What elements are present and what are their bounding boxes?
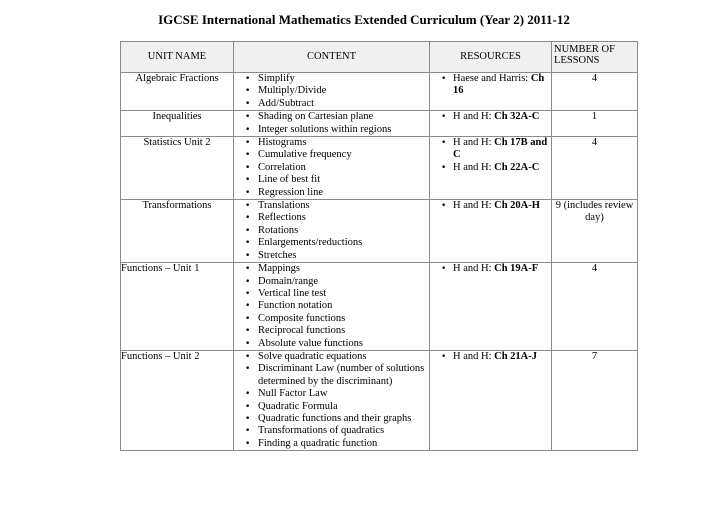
list-item: • Enlargements/reductions: [236, 237, 427, 249]
resource-source: H and H:: [453, 263, 495, 275]
list-item: • Simplify: [236, 73, 427, 85]
resources-list: [432, 111, 549, 123]
resource-chapter: Ch 32A-C: [494, 111, 540, 123]
resource-chapter: Ch 22A-C: [494, 161, 540, 173]
table-row: [121, 111, 638, 137]
lessons-count-cell: 4: [552, 137, 638, 200]
resource-source: H and H:: [453, 137, 495, 149]
resource-source: H and H:: [453, 350, 495, 362]
resources-list: [432, 263, 549, 275]
list-item: • Correlation: [236, 162, 427, 174]
list-item: • Shading on Cartesian plane: [236, 111, 427, 123]
list-item: • Finding a quadratic function: [236, 438, 427, 450]
list-item: • Domain/range: [236, 276, 427, 288]
resources-cell: [430, 111, 552, 137]
list-item: • Integer solutions within regions: [236, 124, 427, 136]
header-number-of-lessons: NUMBER OF LESSONS: [552, 42, 638, 73]
resource-chapter: Ch 17B and C: [453, 137, 548, 161]
list-item: • Add/Subtract: [236, 98, 427, 110]
unit-name-cell: Functions – Unit 1: [121, 263, 234, 351]
header-content: CONTENT: [234, 42, 430, 73]
content-cell: [234, 350, 430, 450]
lessons-count-cell: 1: [552, 111, 638, 137]
unit-name-cell: Algebraic Fractions: [121, 73, 234, 111]
list-item: • Translations: [236, 200, 427, 212]
list-item: • Absolute value functions: [236, 338, 427, 350]
resource-item: [432, 263, 549, 275]
table-row: [121, 350, 638, 450]
list-item: • Reflections: [236, 212, 427, 224]
resources-list: [432, 137, 549, 174]
resource-item: [432, 73, 549, 98]
resource-item: [432, 137, 549, 162]
resource-source: Haese and Harris:: [453, 73, 531, 84]
list-item: • Vertical line test: [236, 288, 427, 300]
resource-chapter: Ch 20A-H: [494, 200, 540, 212]
lessons-count-cell: 9 (includes review day): [552, 200, 638, 263]
list-item: • Composite functions: [236, 313, 427, 325]
list-item: • Cumulative frequency: [236, 149, 427, 161]
list-item: • Function notation: [236, 300, 427, 312]
resource-item: [432, 351, 549, 363]
resource-item: [432, 200, 549, 212]
resource-source: H and H:: [453, 111, 495, 123]
header-row: [121, 42, 638, 73]
list-item: • Stretches: [236, 250, 427, 262]
lessons-count-cell: 4: [552, 263, 638, 351]
resources-list: [432, 73, 549, 98]
table-row: [121, 263, 638, 351]
content-list: [236, 200, 427, 262]
header-resources: RESOURCES: [430, 42, 552, 73]
resources-cell: [430, 263, 552, 351]
resources-list: [432, 200, 549, 212]
content-list: [236, 111, 427, 136]
list-item: • Null Factor Law: [236, 388, 427, 400]
unit-name-cell: Functions – Unit 2: [121, 350, 234, 450]
lessons-count-cell: 7: [552, 350, 638, 450]
resource-chapter: Ch 16: [453, 73, 545, 97]
resources-list: [432, 351, 549, 363]
content-cell: [234, 137, 430, 200]
content-list: [236, 351, 427, 450]
table-row: [121, 73, 638, 111]
resource-source: H and H:: [453, 200, 495, 212]
content-cell: [234, 73, 430, 111]
unit-name-cell: Inequalities: [121, 111, 234, 137]
table-row: [121, 137, 638, 200]
content-list: [236, 263, 427, 350]
unit-name-cell: Statistics Unit 2: [121, 137, 234, 200]
list-item: • Mappings: [236, 263, 427, 275]
page-title: IGCSE International Mathematics Extended Curriculum (Year 2) 2011-12: [158, 12, 570, 27]
list-item: • Discriminant Law (number of solutions determined by the discriminant): [236, 363, 427, 388]
list-item: • Solve quadratic equations: [236, 351, 427, 363]
resources-cell: [430, 200, 552, 263]
lessons-count-cell: 4: [552, 73, 638, 111]
content-cell: [234, 263, 430, 351]
content-list: [236, 73, 427, 110]
list-item: • Transformations of quadratics: [236, 425, 427, 437]
resource-source: H and H:: [453, 161, 495, 173]
list-item: • Rotations: [236, 225, 427, 237]
unit-name-cell: Transformations: [121, 200, 234, 263]
list-item: • Histograms: [236, 137, 427, 149]
resource-chapter: Ch 19A-F: [494, 263, 539, 275]
resources-cell: [430, 350, 552, 450]
resources-cell: [430, 137, 552, 200]
table-row: [121, 200, 638, 263]
resource-item: [432, 111, 549, 123]
list-item: • Multiply/Divide: [236, 85, 427, 97]
resource-item: [432, 162, 549, 174]
list-item: • Reciprocal functions: [236, 325, 427, 337]
content-list: [236, 137, 427, 199]
resource-chapter: Ch 21A-J: [494, 350, 538, 362]
list-item: • Line of best fit: [236, 174, 427, 186]
header-unit-name: UNIT NAME: [121, 42, 234, 73]
content-cell: [234, 111, 430, 137]
list-item: • Quadratic functions and their graphs: [236, 413, 427, 425]
curriculum-table: [120, 41, 638, 451]
list-item: • Quadratic Formula: [236, 401, 427, 413]
content-cell: [234, 200, 430, 263]
list-item: • Regression line: [236, 187, 427, 199]
resources-cell: [430, 73, 552, 111]
